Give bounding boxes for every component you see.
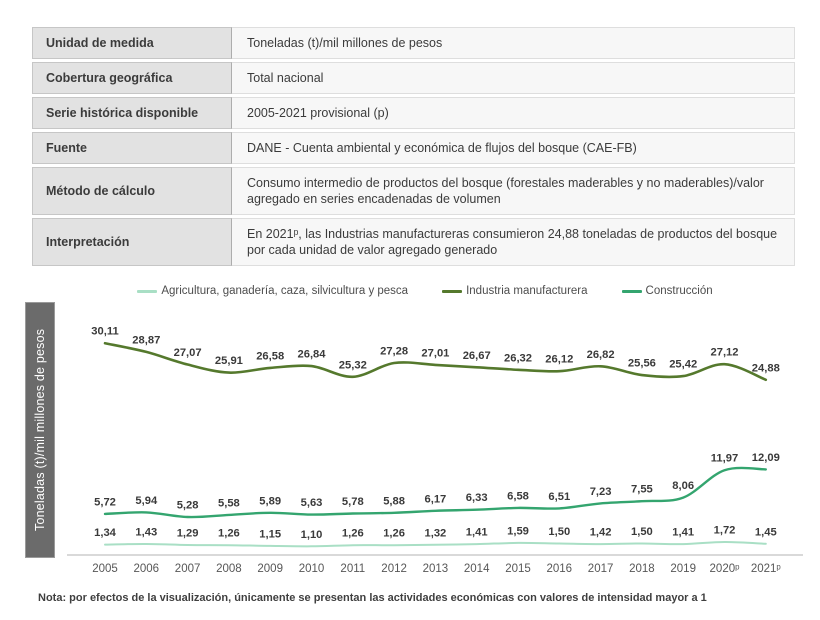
x-tick-label: 2005 (92, 563, 118, 575)
value-label: 1,26 (218, 527, 240, 540)
legend-label-industria: Industria manufacturera (466, 285, 588, 297)
value-label: 11,97 (710, 452, 739, 465)
value-label: 26,58 (256, 350, 285, 363)
series-labels-2 (94, 452, 780, 512)
value-label: 6,33 (465, 492, 488, 505)
value-label: 1,15 (259, 528, 282, 541)
value-label: 5,88 (383, 495, 405, 508)
x-tick-label: 2015 (505, 563, 531, 575)
table-row (32, 218, 795, 266)
chart-note: Nota: por efectos de la visualización, únicamente se presentan las actividades económicas con valores de intensidad mayor a 1 (38, 592, 707, 604)
x-tick-label: 2017 (587, 563, 614, 575)
value-label: 30,11 (91, 325, 119, 338)
value-label: 1,50 (548, 526, 571, 538)
value-label: 1,41 (672, 526, 695, 539)
legend-item-construccion[interactable] (622, 285, 713, 297)
row-label-cobertura: Cobertura geográfica (32, 62, 232, 94)
x-tick-label: 2011 (340, 563, 366, 575)
value-label: 5,78 (341, 496, 364, 509)
value-label: 1,26 (341, 527, 364, 540)
x-tick-label: 2009 (257, 563, 283, 575)
value-label: 7,55 (631, 483, 653, 496)
value-label: 6,58 (507, 490, 529, 503)
line-chart (55, 302, 805, 580)
series-line-0 (105, 542, 766, 546)
x-tick-label: 2014 (463, 563, 490, 575)
y-axis-title-text: Toneladas (t)/mil millones de pesos (33, 328, 47, 532)
table-row (32, 167, 795, 215)
legend-item-industria[interactable] (442, 285, 587, 297)
value-label: 1,41 (465, 526, 488, 539)
table-row (32, 132, 795, 164)
value-label: 1,45 (754, 526, 777, 539)
value-label: 12,09 (751, 451, 780, 464)
row-value-unidad: Toneladas (t)/mil millones de pesos (232, 27, 795, 59)
x-tick-label: 2007 (174, 563, 201, 575)
value-label: 6,51 (548, 490, 571, 503)
value-label: 5,94 (135, 494, 158, 507)
row-label-fuente: Fuente (32, 132, 232, 164)
value-label: 26,82 (586, 348, 615, 361)
value-label: 27,01 (421, 347, 450, 360)
value-label: 1,10 (300, 528, 323, 541)
table-row (32, 27, 795, 59)
x-tick-label: 2018 (629, 563, 655, 575)
legend-line-swatch-industria (442, 290, 462, 293)
row-value-interpretacion: En 2021ᵖ, las Industrias manufactureras consumieron 24,88 toneladas de productos del bosque por cada unidad de valor agregado generado (232, 218, 795, 266)
chart-row (25, 302, 805, 580)
x-tick-label: 2020ᵖ (709, 563, 740, 575)
value-label: 25,56 (627, 357, 656, 370)
y-axis-title (25, 302, 55, 558)
value-label: 1,26 (383, 527, 405, 540)
value-label: 6,17 (424, 493, 447, 506)
series-labels-0 (94, 524, 777, 540)
x-axis-labels (92, 563, 781, 575)
row-label-serie: Serie histórica disponible (32, 97, 232, 129)
x-tick-label: 2016 (546, 563, 573, 575)
row-label-unidad: Unidad de medida (32, 27, 232, 59)
chart-section (25, 285, 805, 604)
row-label-metodo: Método de cálculo (32, 167, 232, 215)
value-label: 1,32 (424, 527, 447, 540)
value-label: 5,58 (218, 497, 240, 510)
x-tick-label: 2010 (298, 563, 325, 575)
x-tick-label: 2021ᵖ (750, 563, 781, 575)
value-label: 26,67 (462, 349, 491, 362)
value-label: 1,43 (135, 526, 158, 539)
legend-item-agricultura[interactable] (137, 285, 408, 297)
legend-label-agricultura: Agricultura, ganadería, caza, silvicultura y pesca (161, 285, 409, 297)
value-label: 5,63 (300, 497, 323, 510)
value-label: 27,07 (173, 347, 202, 360)
table-row (32, 62, 795, 94)
value-label: 1,50 (631, 526, 653, 538)
value-label: 26,84 (297, 348, 326, 361)
row-value-cobertura: Total nacional (232, 62, 795, 94)
row-value-metodo: Consumo intermedio de productos del bosque (forestales maderables y no maderables)/valor agregado en series encadenadas de volumen (232, 167, 795, 215)
value-label: 5,72 (94, 496, 116, 509)
legend-line-swatch-agricultura (137, 290, 157, 293)
value-label: 1,72 (713, 524, 736, 537)
value-label: 1,29 (176, 527, 199, 540)
value-label: 7,23 (589, 485, 612, 498)
row-value-serie: 2005-2021 provisional (p) (232, 97, 795, 129)
legend-line-swatch-construccion (622, 290, 642, 293)
value-label: 26,32 (504, 352, 532, 365)
value-label: 25,32 (338, 359, 367, 372)
x-tick-label: 2019 (670, 563, 696, 575)
value-label: 28,87 (132, 334, 161, 347)
table-row (32, 97, 795, 129)
value-label: 8,06 (672, 480, 695, 493)
metadata-table (32, 24, 795, 269)
row-value-fuente: DANE - Cuenta ambiental y económica de flujos del bosque (CAE-FB) (232, 132, 795, 164)
value-label: 1,34 (94, 527, 116, 540)
x-tick-label: 2012 (381, 563, 407, 575)
value-label: 24,88 (751, 362, 780, 375)
row-label-interpretacion: Interpretación (32, 218, 232, 266)
value-label: 27,12 (710, 346, 739, 359)
value-label: 27,28 (380, 345, 409, 358)
value-label: 25,42 (669, 358, 698, 371)
x-tick-label: 2008 (216, 563, 242, 575)
x-tick-label: 2013 (422, 563, 449, 575)
value-label: 5,89 (259, 495, 282, 508)
value-label: 5,28 (176, 499, 199, 512)
value-label: 26,12 (545, 353, 574, 366)
x-tick-label: 2006 (133, 563, 160, 575)
value-label: 1,42 (589, 526, 612, 539)
legend-label-construccion: Construcción (645, 285, 713, 297)
value-label: 25,91 (214, 355, 243, 368)
value-label: 1,59 (507, 525, 529, 538)
chart-legend (25, 285, 805, 297)
